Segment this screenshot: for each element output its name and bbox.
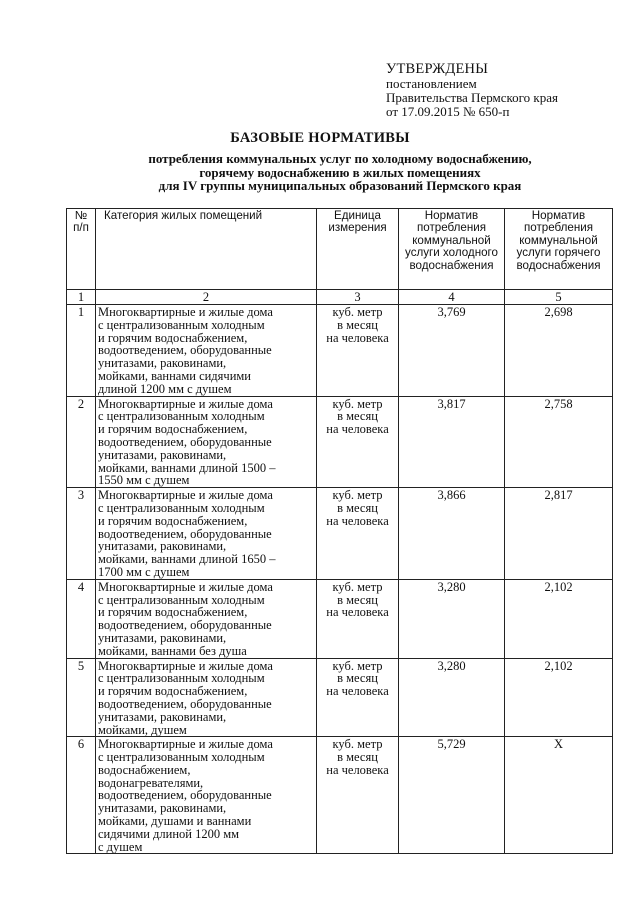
hot-water-norm: 2,102	[505, 658, 613, 737]
category-line: Многоквартирные и жилые дома	[98, 579, 273, 594]
category-line: водоотведением, оборудованные	[98, 696, 272, 711]
table-header-row	[67, 209, 613, 290]
approval-stamp	[386, 62, 558, 119]
category-line: с централизованным холодным	[98, 592, 265, 607]
category-line: унитазами, раковинами,	[98, 801, 227, 816]
category-line: Многоквартирные и жилые дома	[98, 488, 273, 503]
category-line: и горячим водоснабжением,	[98, 684, 248, 699]
category-line: длиной 1200 мм с душем	[98, 381, 232, 396]
table-row	[67, 305, 613, 397]
category-line: 1700 мм с душем	[98, 564, 190, 579]
category-line: унитазами, раковинами,	[98, 539, 227, 554]
cold-water-norm: 3,866	[399, 488, 505, 580]
table-row	[67, 737, 613, 854]
category-line: и горячим водоснабжением,	[98, 605, 248, 620]
category-line: мойками, душем	[98, 722, 187, 737]
row-number: 1	[67, 305, 96, 397]
cold-water-norm: 3,280	[399, 579, 505, 658]
unit-line: в месяц	[337, 671, 378, 686]
category-line: мойками, ваннами длиной 1650 –	[98, 552, 276, 567]
category-line: мойками, душами и ваннами	[98, 814, 252, 829]
column-index: 5	[505, 290, 613, 305]
category-line: Многоквартирные и жилые дома	[98, 658, 273, 673]
unit-line: куб. метр	[332, 488, 383, 503]
category-line: мойками, ваннами без душа	[98, 643, 247, 658]
category-line: унитазами, раковинами,	[98, 356, 227, 371]
measure-unit	[317, 305, 399, 397]
row-number: 4	[67, 579, 96, 658]
row-number: 6	[67, 737, 96, 854]
housing-category	[96, 396, 317, 488]
column-index-row	[67, 290, 613, 305]
subtitle-line: потребления коммунальных услуг по холодному водоснабжению,	[148, 151, 532, 166]
table-row	[67, 396, 613, 488]
header-category: Категория жилых помещений	[96, 209, 317, 290]
header-hot-norm: Норматив потребления коммунальной услуги горячего водоснабжения	[505, 209, 613, 290]
approval-line: Правительства Пермского края	[386, 90, 558, 105]
category-line: Многоквартирные и жилые дома	[98, 737, 273, 752]
header-unit: Единица измерения	[317, 209, 399, 290]
column-index: 2	[96, 290, 317, 305]
category-line: с централизованным холодным	[98, 750, 265, 765]
measure-unit	[317, 396, 399, 488]
category-line: Многоквартирные и жилые дома	[98, 396, 273, 411]
hot-water-norm: X	[505, 737, 613, 854]
approval-line: от 17.09.2015 № 650-п	[386, 104, 510, 119]
category-line: водоснабжением,	[98, 762, 191, 777]
hot-water-norm: 2,758	[505, 396, 613, 488]
category-line: с душем	[98, 839, 143, 854]
hot-water-norm: 2,817	[505, 488, 613, 580]
unit-line: куб. метр	[332, 396, 383, 411]
category-line: мойками, ваннами сидячими	[98, 368, 251, 383]
category-line: унитазами, раковинами,	[98, 447, 227, 462]
unit-line: на человека	[326, 422, 389, 437]
category-line: и горячим водоснабжением,	[98, 422, 248, 437]
unit-line: в месяц	[337, 750, 378, 765]
category-line: водоотведением, оборудованные	[98, 788, 272, 803]
measure-unit	[317, 658, 399, 737]
header-cold-norm: Норматив потребления коммунальной услуги холодного водоснабжения	[399, 209, 505, 290]
category-line: унитазами, раковинами,	[98, 709, 227, 724]
document-subtitle	[60, 152, 620, 193]
cold-water-norm: 3,280	[399, 658, 505, 737]
housing-category	[96, 305, 317, 397]
category-line: и горячим водоснабжением,	[98, 513, 248, 528]
housing-category	[96, 658, 317, 737]
housing-category	[96, 488, 317, 580]
cold-water-norm: 3,769	[399, 305, 505, 397]
unit-line: на человека	[326, 684, 389, 699]
category-line: Многоквартирные и жилые дома	[98, 305, 273, 319]
hot-water-norm: 2,698	[505, 305, 613, 397]
subtitle-line: для IV группы муниципальных образований Пермского края	[158, 178, 522, 193]
housing-category	[96, 737, 317, 854]
table-row	[67, 488, 613, 580]
category-line: унитазами, раковинами,	[98, 630, 227, 645]
category-line: и горячим водоснабжением,	[98, 330, 248, 345]
unit-line: куб. метр	[332, 737, 383, 752]
hot-water-norm: 2,102	[505, 579, 613, 658]
category-line: сидячими длиной 1200 мм	[98, 826, 240, 841]
approval-heading: УТВЕРЖДЕНЫ	[386, 61, 489, 77]
unit-line: в месяц	[337, 317, 378, 332]
unit-line: куб. метр	[332, 658, 383, 673]
column-index: 1	[67, 290, 96, 305]
approval-line: постановлением	[386, 76, 477, 91]
measure-unit	[317, 737, 399, 854]
row-number: 5	[67, 658, 96, 737]
category-line: 1550 мм с душем	[98, 473, 190, 488]
category-line: с централизованным холодным	[98, 500, 265, 515]
column-index: 4	[399, 290, 505, 305]
table-row	[67, 579, 613, 658]
row-number: 3	[67, 488, 96, 580]
measure-unit	[317, 579, 399, 658]
subtitle-line: горячему водоснабжению в жилых помещениях	[199, 164, 481, 180]
unit-line: в месяц	[337, 500, 378, 515]
table-row	[67, 658, 613, 737]
category-line: водоотведением, оборудованные	[98, 343, 272, 358]
measure-unit	[317, 488, 399, 580]
category-line: водоотведением, оборудованные	[98, 434, 272, 449]
category-line: водоотведением, оборудованные	[98, 618, 272, 633]
unit-line: на человека	[326, 330, 389, 345]
housing-category	[96, 579, 317, 658]
cold-water-norm: 3,817	[399, 396, 505, 488]
unit-line: в месяц	[337, 409, 378, 424]
document-title: БАЗОВЫЕ НОРМАТИВЫ	[230, 130, 410, 146]
category-line: с централизованным холодным	[98, 317, 265, 332]
category-line: с централизованным холодным	[98, 671, 265, 686]
unit-line: куб. метр	[332, 305, 383, 319]
unit-line: куб. метр	[332, 579, 383, 594]
category-line: с централизованным холодным	[98, 409, 265, 424]
cold-water-norm: 5,729	[399, 737, 505, 854]
category-line: водоотведением, оборудованные	[98, 526, 272, 541]
column-index: 3	[317, 290, 399, 305]
row-number: 2	[67, 396, 96, 488]
header-num: № п/п	[67, 209, 96, 290]
unit-line: в месяц	[337, 592, 378, 607]
unit-line: на человека	[326, 513, 389, 528]
category-line: водонагревателями,	[98, 775, 204, 790]
unit-line: на человека	[326, 762, 389, 777]
norms-table	[66, 208, 613, 854]
category-line: мойками, ваннами длиной 1500 –	[98, 460, 276, 475]
unit-line: на человека	[326, 605, 389, 620]
